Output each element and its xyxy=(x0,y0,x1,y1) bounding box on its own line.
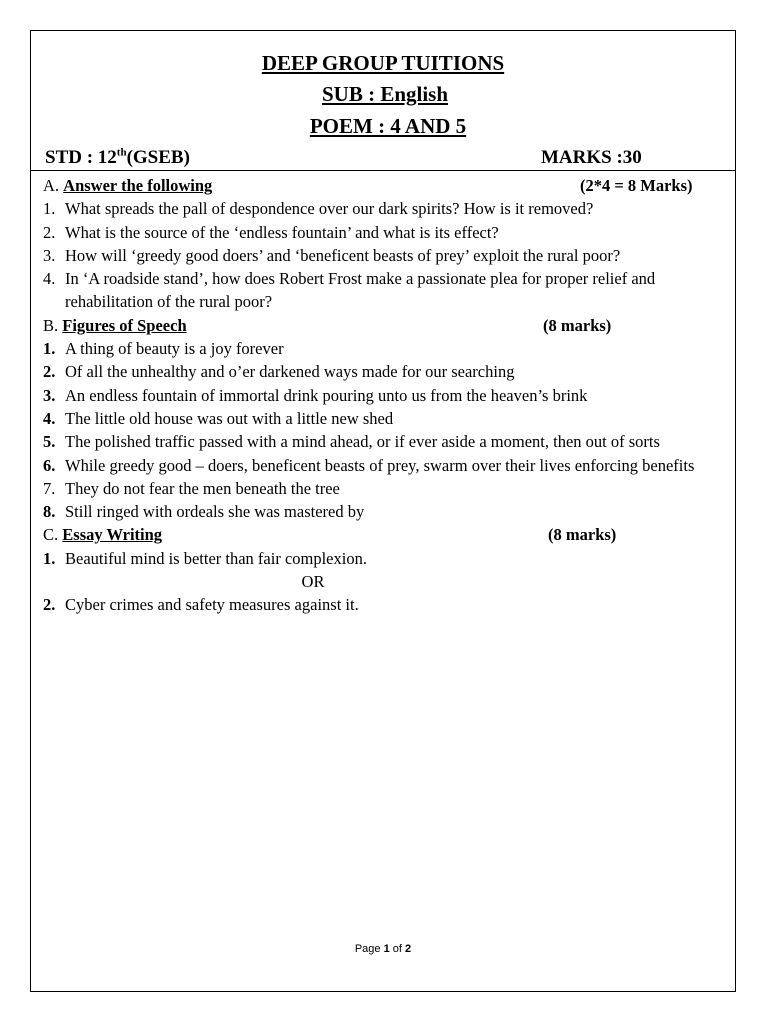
section-b-heading: B. Figures of Speech (8 marks) xyxy=(43,314,723,337)
or-separator: OR xyxy=(301,572,325,592)
list-item: 1. Beautiful mind is better than fair complexion. xyxy=(43,548,367,568)
list-item: 3. How will ‘greedy good doers’ and ‘beneficent beasts of prey’ exploit the rural poor? xyxy=(43,245,621,265)
list-item: 8. Still ringed with ordeals she was mastered by xyxy=(43,502,365,522)
exam-page xyxy=(30,30,736,992)
list-item: 5. The polished traffic passed with a mind ahead, or if ever aside a moment, then out of sorts xyxy=(43,432,660,452)
questions-body xyxy=(43,174,723,617)
subject-heading: SUB : English xyxy=(321,82,449,106)
list-item: 6. While greedy good – doers, beneficent beasts of prey, swarm over their lives enforcing benefits xyxy=(43,455,695,475)
list-item: 2. Of all the unhealthy and o’er darkened ways made for our searching xyxy=(43,362,515,382)
section-b-marks: (8 marks) xyxy=(543,315,612,335)
list-item: 7. They do not fear the men beneath the tree xyxy=(43,478,340,498)
list-item: 1. A thing of beauty is a joy forever xyxy=(43,339,284,359)
list-item: 4. The little old house was out with a little new shed xyxy=(43,408,394,428)
section-c-heading: C. Essay Writing (8 marks) xyxy=(43,523,723,546)
page-number: Page 1 of 2 xyxy=(354,943,412,955)
list-item: 2. What is the source of the ‘endless fountain’ and what is its effect? xyxy=(43,222,499,242)
section-a-marks: (2*4 = 8 Marks) xyxy=(580,176,693,195)
std-label: STD : 12th(GSEB) xyxy=(45,146,190,168)
section-c-marks: (8 marks) xyxy=(548,525,617,545)
institute-title: DEEP GROUP TUITIONS xyxy=(261,51,505,75)
poem-heading: POEM : 4 AND 5 xyxy=(309,114,467,138)
list-item: 1. What spreads the pall of despondence over our dark spirits? How is it removed? xyxy=(43,199,594,219)
total-marks: MARKS :30 xyxy=(541,147,642,168)
std-marks-row xyxy=(31,145,735,171)
list-item: 2. Cyber crimes and safety measures against it. xyxy=(43,595,359,615)
list-item: 3. An endless fountain of immortal drink pouring unto us from the heaven’s brink xyxy=(43,385,588,405)
section-a-heading: A. Answer the following (2*4 = 8 Marks) xyxy=(43,174,723,197)
list-item: 4. In ‘A roadside stand’, how does Robert Frost make a passionate plea for proper relief and rehabilitation of the rural poor? xyxy=(43,269,656,312)
